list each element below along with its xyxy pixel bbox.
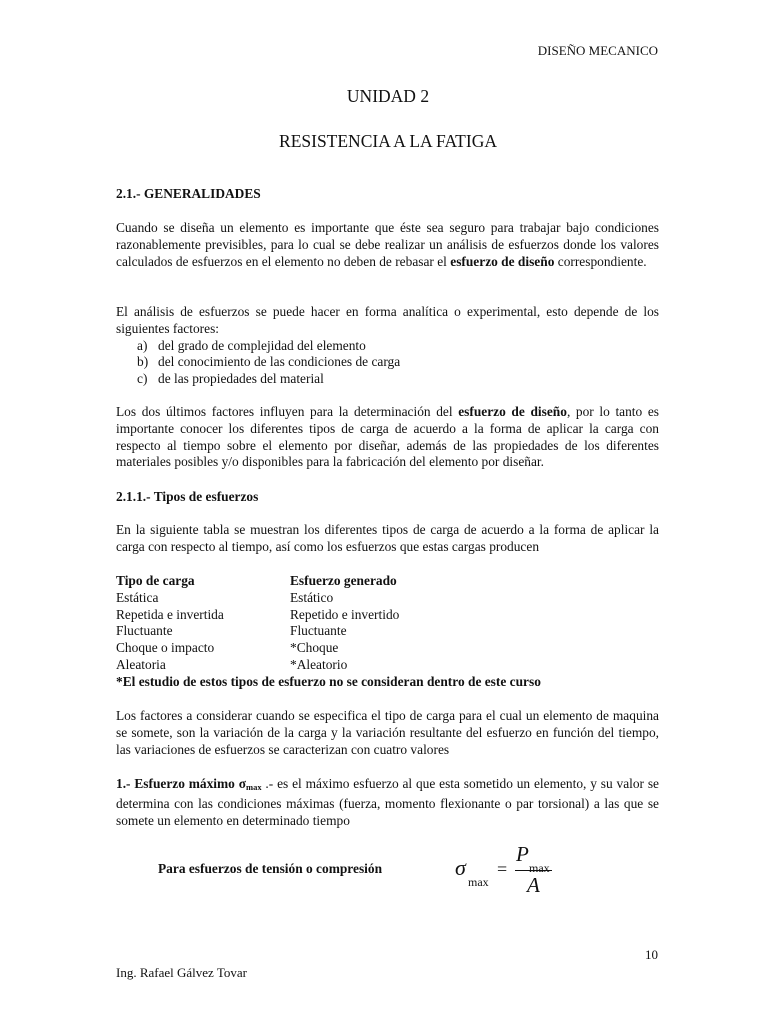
paragraph-load-types: Los dos últimos factores influyen para la determinación del esfuerzo de diseño, por lo tanto es importante conocer los diferentes tipos de carga de acuerdo a la forma de aplicar la carga con respecto al tiempo sobre el elemento por diseñar, además de las propiedades de los diferentes materiales posibles y/o disponibles para la fabricación del elemento por diseñar. bbox=[116, 404, 660, 470]
load-types-table bbox=[116, 573, 659, 691]
unit-title: UNIDAD 2 bbox=[346, 86, 430, 106]
topic-title: RESISTENCIA A LA FATIGA bbox=[279, 131, 497, 151]
section-heading-2-1: 2.1.- GENERALIDADES bbox=[116, 186, 261, 201]
formula-numerator: P bbox=[516, 842, 529, 866]
formula-label: Para esfuerzos de tensión o compresión bbox=[158, 861, 383, 876]
formula-numerator-subscript: max bbox=[529, 861, 550, 875]
bold-term-design-stress: esfuerzo de diseño bbox=[450, 253, 555, 269]
list-item: b) del conocimiento de las condiciones de carga bbox=[137, 354, 401, 370]
max-stress-label: 1.- Esfuerzo máximo $\sigma_{max}$ bbox=[116, 776, 262, 792]
table-row: Choque o impacto *Choque bbox=[116, 640, 339, 656]
running-header: DISEÑO MECANICO bbox=[537, 43, 658, 58]
formula-sigma-subscript: max bbox=[468, 875, 489, 889]
paragraph-table-intro: En la siguiente tabla se muestran los diferentes tipos de carga de acuerdo a la forma de aplicar la carga con respecto al tiempo, así como los esfuerzos que estas cargas producen bbox=[116, 522, 659, 554]
formula-sigma: σ bbox=[455, 855, 466, 880]
table-row: Aleatoria *Aleatorio bbox=[116, 656, 348, 672]
bold-term-design-stress: esfuerzo de diseño bbox=[458, 404, 567, 419]
max-stress-formula bbox=[455, 842, 565, 906]
paragraph-design: Cuando se diseña un elemento es importante que éste sea seguro para trabajar bajo condiciones razonablemente previsibles, para lo cual se debe realizar un análisis de esfuerzos donde los valores calculados de esfuerzos en el elemento no deben de rebasar el esfuerzo de diseño correspondiente. bbox=[116, 220, 659, 269]
table-row: Fluctuante Fluctuante bbox=[116, 623, 347, 639]
section-heading-2-1-1: 2.1.1.- Tipos de esfuerzos bbox=[116, 489, 259, 504]
list-item: a) del grado de complejidad del elemento bbox=[137, 337, 366, 353]
list-item: c) de las propiedades del material bbox=[137, 371, 324, 387]
paragraph-analysis: El análisis de esfuerzos se puede hacer en forma analítica o experimental, esto depende de los siguientes factores: a) del grado de complejidad del elemento b) del conocimiento de las condiciones de carga c) de las propiedades del material bbox=[116, 304, 659, 387]
table-row: Repetida e invertida Repetido e invertido bbox=[116, 606, 400, 622]
page-number: 10 bbox=[645, 947, 658, 962]
table-header-row: Tipo de carga Esfuerzo generado bbox=[116, 573, 397, 588]
author-footer: Ing. Rafael Gálvez Tovar bbox=[116, 965, 247, 980]
fraction-bar bbox=[515, 870, 552, 871]
table-row: Estática Estático bbox=[116, 589, 334, 605]
formula-denominator: A bbox=[527, 873, 540, 897]
paragraph-factors: Los factores a considerar cuando se especifica el tipo de carga para el cual un elemento de maquina se somete, son la variación de la carga y la variación resultante del esfuerzo en función del tiempo, las variaciones de esfuerzos se caracterizan con cuatro valores bbox=[116, 708, 659, 757]
formula-equals: = bbox=[497, 859, 508, 879]
paragraph-max-stress: 1.- Esfuerzo máximo $\sigma_{max}$ .- es el máximo esfuerzo al que esta sometido un elemento, y su valor se determina con las condiciones máximas (fuerza, momento flexionante o par torsional) a las que se somete un elemento en determinado tiempo bbox=[116, 776, 659, 828]
table-footnote: *El estudio de estos tipos de esfuerzo no se consideran dentro de este curso bbox=[116, 673, 541, 689]
factors-list bbox=[116, 338, 659, 388]
